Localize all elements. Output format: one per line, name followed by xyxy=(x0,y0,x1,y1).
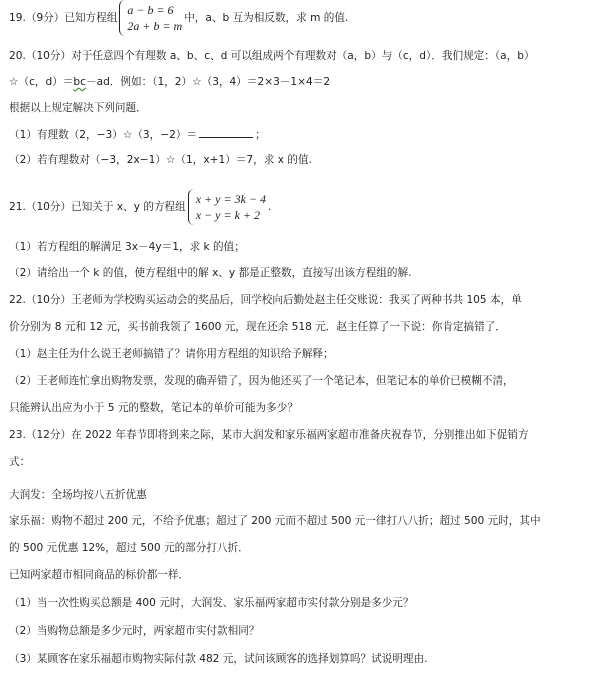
q22-part2-line2: 只能辨认出应为小于 5 元的整数，笔记本的单价可能为多少？ xyxy=(9,402,298,414)
q23-line1: 23.（12分）在 2022 年春节即将到来之际，某市大润发和家乐福两家超市准备庆祝春节，分别推出如下促销方 xyxy=(9,429,529,441)
brace-icon xyxy=(188,189,195,225)
q23-note: 已知两家超市相同商品的标价都一样． xyxy=(9,569,190,581)
q20-bc-term: bc xyxy=(73,76,86,88)
q23-store2-line1: 家乐福：购物不超过 200 元，不给予优惠；超过了 200 元而不超过 500 元一律打八八折；超过 500 元时，其中 xyxy=(9,515,541,527)
q22-line1: 22.（10分）王老师为学校购买运动会的奖品后，回学校向后勤处赵主任交账说：我买了两种书共 105 本，单 xyxy=(9,294,522,306)
q23-part2: （2）当购物总额是多少元时，两家超市实付款相同？ xyxy=(9,625,260,637)
q23-store2-line2: 的 500 元优惠 12%，超过 500 元的部分打八折． xyxy=(9,542,249,554)
q19-suffix: 中，a、b 互为相反数，求 m 的值. xyxy=(184,12,349,24)
q23-line2: 式： xyxy=(9,456,31,468)
q20-part1 xyxy=(9,127,599,142)
q20-part1-text: （1）有理数（2，−3）☆（3，−2）＝ xyxy=(9,129,198,141)
q20-line2-a: ☆（c，d）＝ xyxy=(9,76,74,88)
q20-line2 xyxy=(9,75,599,89)
q19-eq1: a − b = 6 xyxy=(127,3,174,17)
q19-eq2: 2a + b = m xyxy=(127,19,183,33)
q22-part1: （1）赵主任为什么说王老师搞错了？请你用方程组的知识给予解释； xyxy=(9,348,334,360)
q21-part1: （1）若方程组的解满足 3x－4y＝1，求 k 的值； xyxy=(9,241,245,253)
q21-prefix: 21.（10分）已知关于 x、y 的方程组 xyxy=(9,201,186,213)
q19-equation-system xyxy=(119,2,182,34)
q20-line3: 根据以上规定解决下列问题． xyxy=(9,102,147,114)
q21-eq2: x − y = k + 2 xyxy=(195,208,261,222)
q22-part2-line1: （2）王老师连忙拿出购物发票，发现的确弄错了，因为他还买了一个笔记本，但笔记本的单价已模糊不清， xyxy=(9,375,514,387)
q23-part1: （1）当一次性购买总额是 400 元时，大润发、家乐福两家超市实付款分别是多少元？ xyxy=(9,597,414,609)
q21-eq1: x + y = 3k − 4 xyxy=(195,192,267,206)
brace-icon xyxy=(119,0,126,36)
q20-part2: （2）若有理数对（−3，2x−1）☆（1，x+1）＝7，求 x 的值. xyxy=(9,154,312,166)
q21-equation-system xyxy=(188,191,266,223)
q23-store1: 大润发：全场均按八五折优惠 xyxy=(9,489,147,501)
q23-part3: （3）某顾客在家乐福超市购物实际付款 482 元，试问该顾客的选择划算吗？试说明理由. xyxy=(9,653,428,665)
q19-prefix: 19.（9分）已知方程组 xyxy=(9,12,118,24)
q20-line1: 20.（10分）对于任意四个有理数 a、b、c、d 可以组成两个有理数对（a，b）与（c，d）．我们规定：（a，b） xyxy=(9,50,535,62)
answer-blank xyxy=(199,127,253,138)
q21-suffix: . xyxy=(268,201,272,213)
q20-part1-end: ； xyxy=(255,129,266,141)
q21-part2: （2）请给出一个 k 的值，使方程组中的解 x、y 都是正整数，直接写出该方程组的解. xyxy=(9,267,412,279)
q20-line2-c: －ad．例如：（1，2）☆（3，4）＝2×3－1×4＝2 xyxy=(85,76,331,88)
question-21 xyxy=(9,191,599,223)
q22-line2: 价分别为 8 元和 12 元，买书前我领了 1600 元，现在还余 518 元．赵主任算了一下说：你肯定搞错了． xyxy=(9,321,506,333)
question-19 xyxy=(9,2,599,34)
